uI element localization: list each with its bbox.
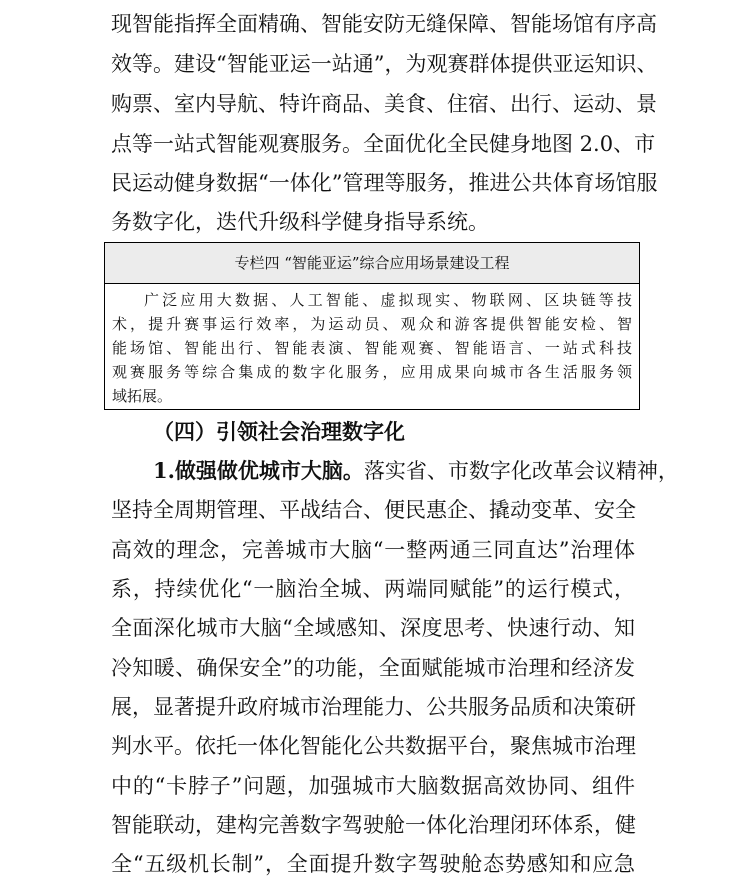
- column-box-title: 专栏四 “智能亚运”综合应用场景建设工程: [105, 243, 639, 284]
- column-box: [104, 242, 640, 410]
- paragraph-line: 点等一站式智能观赛服务。全面优化全民健身地图 2.0、市: [111, 132, 656, 156]
- column-box-line: 观赛服务等综合集成的数字化服务，应用成果向城市各生活服务领: [112, 363, 632, 381]
- paragraph-line: 全面深化城市大脑“全域感知、深度思考、快速行动、知: [111, 616, 635, 640]
- paragraph-line: 判水平。依托一体化智能化公共数据平台，聚焦城市治理: [111, 734, 636, 758]
- subsection-lead: 1.做强做优城市大脑。: [153, 458, 364, 483]
- column-box-line: 域拓展。: [112, 387, 173, 405]
- paragraph-line: 智能联动，建构完善数字驾驶舱一体化治理闭环体系，健: [111, 813, 636, 837]
- column-box-line: 广泛应用大数据、人工智能、虚拟现实、物联网、区块链等技: [144, 291, 632, 309]
- paragraph-line: 展，显著提升政府城市治理能力、公共服务品质和决策研: [111, 695, 636, 719]
- section-heading: （四）引领社会治理数字化: [153, 420, 405, 444]
- paragraph-line: 购票、室内导航、特许商品、美食、住宿、出行、运动、景: [111, 92, 657, 116]
- paragraph-line: 中的“卡脖子”问题，加强城市大脑数据高效协同、组件: [111, 774, 635, 798]
- paragraph-line: 冷知暖、确保安全”的功能，全面赋能城市治理和经济发: [111, 656, 635, 680]
- paragraph-line: 民运动健身数据“一体化”管理等服务，推进公共体育场馆服: [111, 171, 658, 195]
- paragraph-line: 系，持续优化“一脑治全城、两端同赋能”的运行模式，: [111, 577, 635, 601]
- paragraph-line: 坚持全周期管理、平战结合、便民惠企、撬动变革、安全: [111, 498, 636, 522]
- column-box-line: 能场馆、智能出行、智能表演、智能观赛、智能语言、一站式科技: [112, 339, 632, 357]
- column-box-line: 术，提升赛事运行效率，为运动员、观众和游客提供智能安检、智: [112, 315, 632, 333]
- paragraph-line: 全“五级机长制”，全面提升数字驾驶舱态势感知和应急: [111, 852, 635, 876]
- paragraph-first-line: [153, 457, 679, 485]
- paragraph-line: 高效的理念，完善城市大脑“一整两通三同直达”治理体: [111, 538, 635, 562]
- paragraph-text: 落实省、市数字化改革会议精神，: [363, 459, 679, 483]
- paragraph-line: 现智能指挥全面精确、智能安防无缝保障、智能场馆有序高: [111, 12, 657, 36]
- paragraph-line: 务数字化，迭代升级科学健身指导系统。: [111, 210, 489, 234]
- paragraph-line: 效等。建设“智能亚运一站通”，为观赛群体提供亚运知识、: [111, 52, 658, 76]
